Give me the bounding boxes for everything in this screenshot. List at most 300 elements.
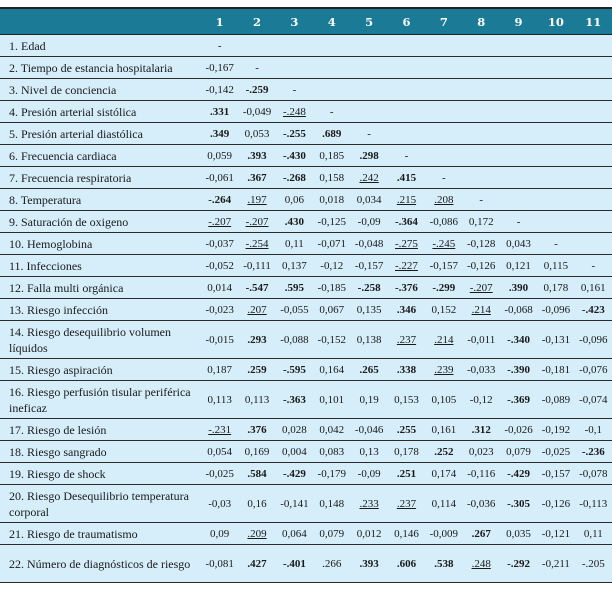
row-label: 15. Riesgo aspiración (0, 359, 201, 381)
cell-value: 0,014 (207, 281, 233, 294)
correlation-cell (276, 189, 313, 211)
table-row (0, 523, 612, 545)
cell-value: 0,172 (468, 215, 494, 228)
correlation-cell (463, 277, 500, 299)
correlation-cell (238, 545, 275, 583)
row-label: 8. Temperatura (0, 189, 201, 211)
correlation-cell (500, 101, 537, 123)
row-label: 9. Saturación de oxigeno (0, 211, 201, 233)
correlation-cell (201, 145, 238, 167)
cell-value: .215 (396, 193, 417, 206)
cell-value: -0,121 (541, 527, 571, 540)
table-row (0, 381, 612, 419)
correlation-cell (201, 35, 238, 57)
cell-value: -0,033 (466, 363, 496, 376)
correlation-cell (463, 101, 500, 123)
correlation-cell (201, 359, 238, 381)
correlation-cell (500, 57, 537, 79)
correlation-cell (537, 189, 574, 211)
cell-value: 0,028 (282, 423, 307, 436)
cell-value: 0,053 (244, 127, 270, 140)
row-label: 5. Presión arterial diastólica (0, 123, 201, 145)
correlation-cell (313, 441, 350, 463)
correlation-cell (276, 79, 313, 101)
cell-value: .293 (247, 333, 267, 346)
correlation-cell (201, 189, 238, 211)
correlation-cell (463, 321, 500, 359)
table-row (0, 35, 612, 57)
cell-value: 0,158 (319, 171, 345, 184)
table-row (0, 211, 612, 233)
correlation-cell (537, 101, 574, 123)
correlation-cell (575, 299, 612, 321)
correlation-cell (201, 57, 238, 79)
correlation-cell (313, 167, 350, 189)
correlation-cell (500, 545, 537, 583)
cell-value: .584 (247, 467, 267, 480)
cell-value: -0,128 (466, 237, 496, 250)
table-row (0, 189, 612, 211)
correlation-cell (463, 211, 500, 233)
correlation-cell (313, 123, 350, 145)
correlation-cell (313, 299, 350, 321)
cell-value: .252 (434, 445, 454, 458)
correlation-cell (350, 545, 387, 583)
cell-value: .214 (471, 303, 491, 316)
cell-value: .338 (396, 363, 417, 376)
correlation-cell (201, 485, 238, 523)
cell-value: 0,067 (319, 303, 345, 316)
table-row (0, 123, 612, 145)
cell-value: 0,06 (284, 193, 305, 206)
cell-value: -.248 (282, 105, 306, 118)
cell-value: 0,113 (207, 393, 232, 406)
cell-value: -0,096 (541, 303, 571, 316)
cell-value: .595 (284, 281, 305, 294)
correlation-cell (425, 189, 462, 211)
correlation-cell (463, 381, 500, 419)
cell-value: .312 (471, 423, 491, 436)
cell-value: -.595 (282, 363, 306, 376)
correlation-cell (575, 419, 612, 441)
correlation-cell (425, 101, 462, 123)
header-row (0, 8, 612, 35)
column-header-11: 11 (575, 8, 612, 35)
correlation-cell (425, 145, 462, 167)
correlation-cell (500, 189, 537, 211)
correlation-cell (500, 35, 537, 57)
cell-value: -0,113 (579, 497, 608, 510)
cell-value: 0,034 (356, 193, 382, 206)
correlation-cell (276, 255, 313, 277)
correlation-cell (463, 189, 500, 211)
cell-value: -0,011 (467, 333, 496, 346)
cell-value: -0,078 (579, 467, 608, 480)
correlation-cell (350, 463, 387, 485)
correlation-cell (238, 419, 275, 441)
correlation-cell (313, 211, 350, 233)
cell-value: - (292, 83, 297, 96)
correlation-cell (575, 189, 612, 211)
cell-value: -0,12 (469, 393, 493, 406)
cell-value: - (367, 127, 371, 140)
column-header-9: 9 (500, 8, 537, 35)
correlation-cell (313, 381, 350, 419)
correlation-cell (201, 255, 238, 277)
correlation-cell (537, 35, 574, 57)
correlation-cell (388, 299, 425, 321)
correlation-cell (313, 359, 350, 381)
correlation-cell (238, 359, 275, 381)
cell-value: .393 (247, 149, 267, 162)
column-header-10: 10 (537, 8, 574, 35)
correlation-cell (313, 233, 350, 255)
cell-value: 0,115 (543, 259, 569, 272)
correlation-cell (350, 359, 387, 381)
row-label: 6. Frecuencia cardiaca (0, 145, 201, 167)
correlation-cell (425, 321, 462, 359)
correlation-cell (350, 299, 387, 321)
correlation-cell (463, 35, 500, 57)
correlation-cell (276, 123, 313, 145)
correlation-cell (313, 419, 350, 441)
correlation-cell (313, 277, 350, 299)
row-label: 13. Riesgo infección (0, 299, 201, 321)
correlation-cell (575, 211, 612, 233)
correlation-cell (238, 211, 275, 233)
correlation-cell (500, 359, 537, 381)
correlation-cell (575, 485, 612, 523)
correlation-cell (276, 359, 313, 381)
cell-value: 0,146 (394, 527, 419, 540)
correlation-cell (537, 545, 574, 583)
cell-value: -0,048 (354, 237, 384, 250)
table-row (0, 359, 612, 381)
correlation-cell (276, 277, 313, 299)
correlation-cell (238, 189, 275, 211)
correlation-cell (575, 523, 612, 545)
correlation-cell (575, 167, 612, 189)
cell-value: .242 (359, 171, 379, 184)
correlation-cell (425, 381, 462, 419)
cell-value: -0,074 (579, 393, 608, 406)
correlation-cell (201, 441, 238, 463)
correlation-cell (350, 211, 387, 233)
cell-value: -.429 (507, 467, 531, 480)
correlation-cell (575, 545, 612, 583)
correlation-cell (500, 523, 537, 545)
correlation-cell (350, 189, 387, 211)
correlation-cell (575, 57, 612, 79)
cell-value: -0,055 (280, 303, 309, 316)
correlation-cell (238, 79, 275, 101)
correlation-cell (500, 441, 537, 463)
correlation-cell (425, 545, 462, 583)
correlation-cell (276, 463, 313, 485)
correlation-cell (425, 359, 462, 381)
correlation-cell (500, 321, 537, 359)
cell-value: 0,114 (431, 497, 456, 510)
cell-value: 0,059 (207, 149, 233, 162)
cell-value: -0,023 (205, 303, 234, 316)
correlation-cell (500, 463, 537, 485)
row-label: 11. Infecciones (0, 255, 201, 277)
correlation-cell (500, 381, 537, 419)
column-header-3: 3 (276, 8, 313, 35)
correlation-cell (388, 359, 425, 381)
cell-value: .390 (508, 281, 529, 294)
correlation-cell (575, 321, 612, 359)
correlation-cell (463, 299, 500, 321)
cell-value: -.259 (245, 83, 269, 96)
correlation-cell (201, 321, 238, 359)
cell-value: -0,036 (466, 497, 496, 510)
cell-value: -.423 (581, 303, 605, 316)
table-row (0, 463, 612, 485)
cell-value: 0,11 (583, 527, 603, 540)
correlation-cell (350, 485, 387, 523)
cell-value: .266 (322, 557, 342, 570)
correlation-cell (238, 123, 275, 145)
correlation-cell (313, 523, 350, 545)
correlation-cell (537, 359, 574, 381)
correlation-cell (537, 419, 574, 441)
correlation-cell (575, 145, 612, 167)
cell-value: -.401 (282, 557, 306, 570)
correlation-cell (388, 463, 425, 485)
cell-value: 0,018 (319, 193, 345, 206)
cell-value: -0,152 (317, 333, 346, 346)
cell-value: .237 (396, 333, 417, 346)
table-row (0, 545, 612, 583)
cell-value: -0,181 (541, 363, 571, 376)
cell-value: - (255, 61, 259, 74)
cell-value: -0,142 (205, 83, 234, 96)
correlation-cell (276, 299, 313, 321)
cell-value: .331 (210, 105, 230, 118)
column-header-8: 8 (463, 8, 500, 35)
correlation-cell (238, 255, 275, 277)
cell-value: -.547 (245, 281, 269, 294)
column-header-2: 2 (238, 8, 275, 35)
cell-value: - (554, 237, 558, 250)
cell-value: -.364 (395, 215, 418, 228)
correlation-cell (537, 321, 574, 359)
correlation-cell (201, 463, 238, 485)
correlation-cell (388, 485, 425, 523)
cell-value: 0,043 (506, 237, 531, 250)
correlation-cell (350, 57, 387, 79)
cell-value: .427 (247, 557, 267, 570)
correlation-cell (238, 441, 275, 463)
cell-value: .239 (434, 363, 454, 376)
cell-value: -.369 (507, 393, 531, 406)
correlation-cell (313, 545, 350, 583)
row-label: 14. Riesgo desequilibrio volumen líquidos (0, 321, 201, 359)
correlation-cell (276, 35, 313, 57)
column-header-5: 5 (350, 8, 387, 35)
cell-value: -0,025 (205, 467, 234, 480)
cell-value: -0,192 (541, 423, 571, 436)
cell-value: - (404, 149, 409, 162)
cell-value: .208 (434, 193, 454, 206)
correlation-cell (500, 145, 537, 167)
cell-value: -0,009 (429, 527, 459, 540)
correlation-cell (425, 255, 462, 277)
correlation-cell (313, 145, 350, 167)
correlation-cell (238, 381, 275, 419)
cell-value: -0,071 (317, 237, 346, 250)
correlation-cell (425, 441, 462, 463)
table-row (0, 419, 612, 441)
correlation-cell (201, 523, 238, 545)
cell-value: -.363 (282, 393, 306, 406)
cell-value: 0,012 (356, 527, 382, 540)
table-row (0, 145, 612, 167)
correlation-cell (388, 123, 425, 145)
cell-value: -.231 (208, 423, 232, 436)
correlation-cell (575, 123, 612, 145)
row-label: 19. Riesgo de shock (0, 463, 201, 485)
cell-value: .349 (210, 127, 230, 140)
correlation-cell (238, 101, 275, 123)
cell-value: -0,157 (354, 259, 384, 272)
correlation-cell (276, 485, 313, 523)
correlation-cell (313, 189, 350, 211)
correlation-cell (201, 79, 238, 101)
correlation-cell (350, 381, 387, 419)
cell-value: .248 (471, 557, 491, 570)
correlation-cell (313, 57, 350, 79)
cell-value: -0,026 (504, 423, 533, 436)
correlation-cell (537, 233, 574, 255)
correlation-cell (350, 35, 387, 57)
correlation-cell (537, 441, 574, 463)
correlation-cell (201, 545, 238, 583)
correlation-cell (575, 35, 612, 57)
cell-value: .346 (396, 303, 417, 316)
cell-value: -.258 (357, 281, 381, 294)
cell-value: 0,064 (282, 527, 307, 540)
correlation-cell (276, 145, 313, 167)
correlation-cell (388, 211, 425, 233)
cell-value: 0,164 (319, 363, 345, 376)
correlation-cell (276, 441, 313, 463)
correlation-cell (425, 523, 462, 545)
correlation-cell (388, 545, 425, 583)
correlation-cell (425, 277, 462, 299)
correlation-cell (500, 167, 537, 189)
correlation-cell (350, 123, 387, 145)
correlation-cell (500, 211, 537, 233)
row-label: 10. Hemoglobina (0, 233, 201, 255)
correlation-cell (388, 523, 425, 545)
cell-value: .237 (396, 497, 417, 510)
correlation-cell (388, 101, 425, 123)
cell-value: 0,079 (319, 527, 345, 540)
correlation-cell (463, 359, 500, 381)
cell-value: -0,015 (205, 333, 234, 346)
correlation-cell (388, 255, 425, 277)
correlation-cell (238, 277, 275, 299)
correlation-cell (201, 419, 238, 441)
correlation-cell (575, 233, 612, 255)
correlation-cell (463, 167, 500, 189)
correlation-cell (463, 485, 500, 523)
cell-value: 0,11 (284, 237, 304, 250)
cell-value: .267 (471, 527, 491, 540)
cell-value: - (442, 171, 446, 184)
cell-value: 0,09 (210, 527, 230, 540)
cell-value: .367 (247, 171, 267, 184)
table-row (0, 321, 612, 359)
cell-value: 0,137 (282, 259, 307, 272)
correlation-cell (425, 123, 462, 145)
correlation-cell (201, 123, 238, 145)
cell-value: -0,157 (541, 467, 571, 480)
cell-value: -.236 (581, 445, 605, 458)
correlation-cell (350, 167, 387, 189)
cell-value: -0,141 (280, 497, 309, 510)
correlation-cell (201, 299, 238, 321)
cell-value: 0,178 (394, 445, 419, 458)
cell-value: 0,023 (468, 445, 494, 458)
cell-value: 0,161 (580, 281, 606, 294)
cell-value: .376 (247, 423, 267, 436)
correlation-cell (238, 321, 275, 359)
cell-value: -0,1 (584, 423, 602, 436)
correlation-cell (276, 101, 313, 123)
cell-value: 0,105 (431, 393, 457, 406)
correlation-cell (425, 79, 462, 101)
correlation-cell (537, 211, 574, 233)
correlation-cell (537, 523, 574, 545)
cell-value: 0,169 (244, 445, 270, 458)
cell-value: .606 (396, 557, 417, 570)
cell-value: -0,081 (205, 557, 234, 570)
correlation-cell (537, 463, 574, 485)
cell-value: 0,178 (543, 281, 569, 294)
cell-value: -0,157 (429, 259, 459, 272)
cell-value: -0,052 (205, 259, 234, 272)
correlation-cell (537, 167, 574, 189)
correlation-cell (537, 57, 574, 79)
correlation-cell (238, 35, 275, 57)
correlation-cell (425, 233, 462, 255)
correlation-cell (201, 233, 238, 255)
correlation-cell (537, 79, 574, 101)
correlation-cell (500, 419, 537, 441)
cell-value: .538 (434, 557, 454, 570)
cell-value: -.429 (282, 467, 306, 480)
cell-value: -.340 (507, 333, 531, 346)
cell-value: - (329, 105, 334, 118)
correlation-cell (575, 79, 612, 101)
cell-value: -.305 (507, 497, 531, 510)
cell-value: -0,12 (320, 259, 344, 272)
correlation-cell (388, 233, 425, 255)
cell-value: -0,131 (541, 333, 571, 346)
cell-value: .197 (247, 193, 267, 206)
column-header-6: 6 (388, 8, 425, 35)
cell-value: 0,174 (431, 467, 457, 480)
cell-value: -.245 (432, 237, 456, 250)
table-row (0, 277, 612, 299)
correlation-cell (388, 441, 425, 463)
cell-value: -0,167 (205, 61, 234, 74)
table-row (0, 79, 612, 101)
cell-value: 0,152 (431, 303, 457, 316)
